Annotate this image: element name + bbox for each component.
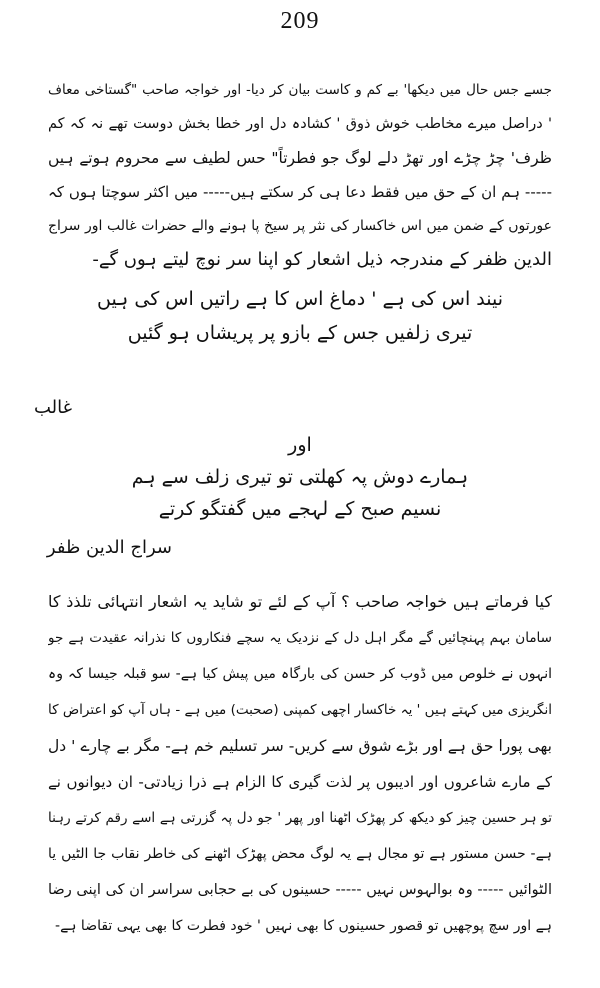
conjunction: اور (288, 434, 312, 456)
poet-name-zafar: سراج الدین ظفر (46, 537, 172, 558)
verse-line: تیری زلفیں جس کے بازو پر پریشاں ہو گئیں (127, 322, 473, 344)
text-line: جسے جس حال میں دیکھا' بے کم و کاست بیان کر دیا- اور خواجہ صاحب "گستاخی معاف (48, 82, 552, 98)
verse-line: نسیم صبح کے لہجے میں گفتگو کرتے (158, 498, 442, 520)
text-line: ----- ہم ان کے حق میں فقط دعا ہی کر سکتے ہیں----- میں اکثر سوچتا ہوں کہ (48, 183, 552, 201)
text-line: کے مارے شاعروں اور ادیبوں پر لذت گیری کا الزام ہے ذرا زیادتی- ان دیوانوں نے (48, 773, 552, 791)
text-line: ہے- حسن مستور ہے تو مجال ہے یہ لوگ محض پھڑک اٹھنے کی خاطر نقاب جا الٹیں یا (48, 846, 552, 862)
text-line: کیا فرماتے ہیں خواجہ صاحب ؟ آپ کے لئے تو شاید یہ اشعار انتہائی تلذذ کا (48, 592, 552, 611)
text-line: الٹوائیں ----- وہ بوالہوس نہیں ----- حسینوں کی بے حجابی سراسر ان کی اپنی رضا (48, 882, 552, 898)
text-line: تو ہر حسین چیز کو دیکھ کر پھڑک اٹھنا اور پھر ' جو دل پہ گزرتی ہے اسے رقم کرتے رہنا (48, 810, 552, 826)
verse-line: نیند اس کی ہے ' دماغ اس کا ہے راتیں اس کی ہیں (96, 288, 503, 310)
text-line: ظرف' چڑ چڑے اور تھڑ دلے لوگ جو فطرتاً" حس لطیف سے محروم ہوتے ہیں (48, 149, 552, 167)
poet-name-ghalib: غالب (33, 397, 72, 418)
text-line: انگریزی میں کہتے ہیں ' یہ خاکسار اچھی کمپنی (صحبت) میں ہے - ہاں آپ کو اعتراض کا (48, 702, 552, 718)
text-line: الدین ظفر کے مندرجہ ذیل اشعار کو اپنا سر نوچ لیتے ہوں گے- (92, 249, 552, 270)
text-line: ہے اور سچ پوچھیں تو قصور حسینوں کا بھی نہیں ' خود فطرت کا بھی یہی تقاضا ہے- (55, 918, 552, 934)
verse-line: ہمارے دوش پہ کھلتی تو تیری زلف سے ہم (131, 466, 469, 488)
text-line: انہوں نے خلوص میں ڈوب کر حسن کی بارگاہ میں پیش کیا ہے- سو قبلہ جیسا کہ وہ (48, 666, 552, 682)
text-line: سامان بہم پہنچائیں گے مگر اہل دل کے نزدیک یہ سچے فنکاروں کا نذرانہ عقیدت ہے جو (48, 630, 552, 646)
page-number: 209 (280, 8, 320, 34)
text-line: بھی پورا حق ہے اور بڑے شوق سے کریں- سر تسلیم خم ہے- مگر بے چارے ' دل (48, 737, 552, 755)
text-line: عورتوں کے ضمن میں اس خاکسار کی نثر پر سیخ پا ہونے والے حضرات غالب اور سراج (48, 218, 552, 234)
text-line: ' دراصل میرے مخاطب خوش ذوق ' کشادہ دل اور خطا بخش دوست تھے نہ کہ کم (48, 116, 552, 132)
